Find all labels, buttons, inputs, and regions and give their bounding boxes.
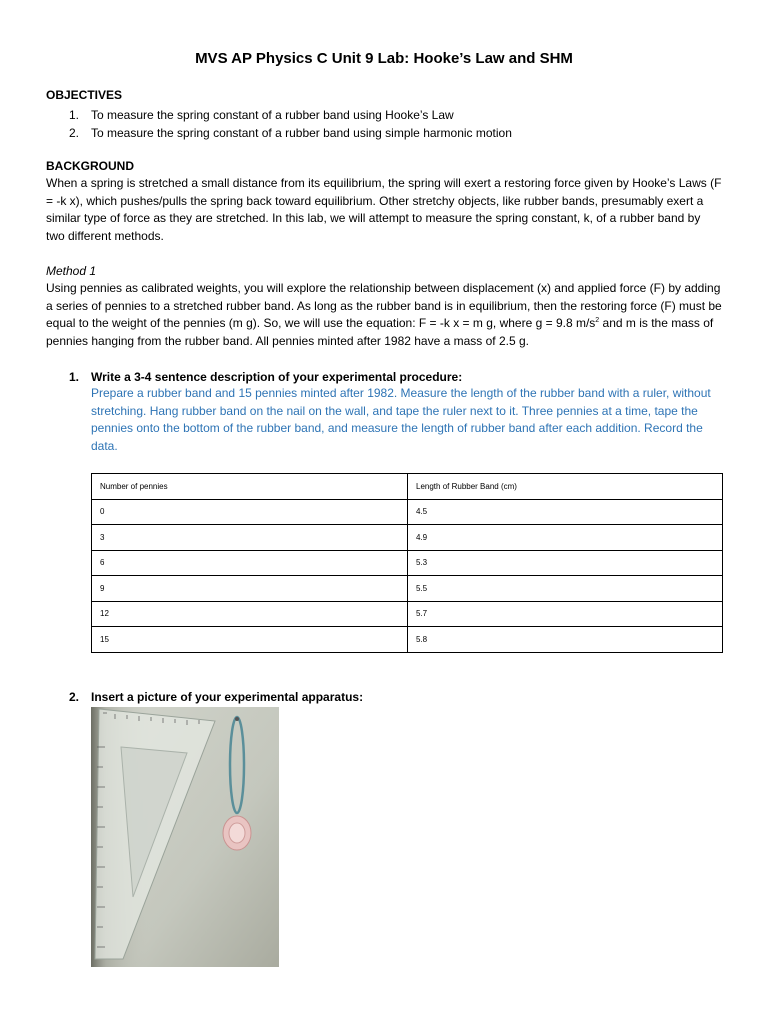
objective-text-1: To measure the spring constant of a rubber band using Hooke’s Law (91, 108, 454, 122)
objectives-heading: OBJECTIVES (46, 88, 123, 102)
table-header-row (92, 474, 723, 500)
table-row (92, 499, 723, 525)
objective-number-2: 2. (69, 126, 80, 140)
table-cell[interactable]: 5.5 (408, 576, 723, 602)
background-paragraph: When a spring is stretched a small distance from its equilibrium, the spring will exert a restoring force given by Hooke’s Laws (F = -k x), which pushes/pulls the spring back toward equilibrium. Other stretchy objects, like rubber bands, presumably exert a similar type of force as they are stretched. In this lab, we will attempt to measure the spring constant, k, of a rubber band by two different methods. (46, 176, 722, 243)
objective-text-2: To measure the spring constant of a rubber band using simple harmonic motion (91, 126, 512, 140)
method1-heading: Method 1 (46, 264, 97, 278)
table-row (92, 627, 723, 653)
table-cell[interactable]: 5.3 (408, 550, 723, 576)
table-cell[interactable]: 6 (92, 550, 408, 576)
apparatus-photo-illustration (91, 707, 279, 967)
table-cell[interactable]: 5.7 (408, 601, 723, 627)
table-cell[interactable]: 3 (92, 525, 408, 551)
question1-number: 1. (69, 370, 80, 384)
table-row (92, 525, 723, 551)
question1-answer[interactable]: Prepare a rubber band and 15 pennies minted after 1982. Measure the length of the rubber band with a ruler, without stretching. Hang rubber band on the nail on the wall, and tape the ruler next to it. Three pennies at a time, tape the pennies onto the bottom of the rubber band, and measure the length of rubber band after each addition. Record the data. (91, 386, 711, 453)
question1-prompt: Write a 3-4 sentence description of your experimental procedure: (91, 370, 463, 384)
table-row (92, 601, 723, 627)
table-row (92, 550, 723, 576)
question2-prompt: Insert a picture of your experimental apparatus: (91, 690, 364, 704)
method1-text-part2: and m is the mass of pennies hanging from the rubber band. All pennies minted after 1982 have a mass of 2.5 g. (46, 316, 714, 348)
method1-superscript: 2 (595, 317, 600, 324)
table-cell[interactable]: 15 (92, 627, 408, 653)
apparatus-photo (91, 707, 279, 967)
method1-text-part1: Using pennies as calibrated weights, you will explore the relationship between displacement (x) and applied force (F) by adding a series of pennies to a stretched rubber band. As long as the rubber band is in equilibrium, then the restoring force (F) must be equal to the weight of the pennies (m g). So, we will use the equation: F = -k x = m g, where g = 9.8 m/s (46, 281, 722, 330)
table-cell[interactable]: 5.8 (408, 627, 723, 653)
document-title: MVS AP Physics C Unit 9 Lab: Hooke’s Law and SHM (195, 50, 573, 67)
table-row (92, 576, 723, 602)
data-table (91, 473, 723, 653)
table-header-cell: Length of Rubber Band (cm) (408, 474, 723, 500)
table-cell[interactable]: 12 (92, 601, 408, 627)
background-heading: BACKGROUND (46, 159, 134, 173)
method1-paragraph (46, 280, 722, 350)
table-cell[interactable]: 4.5 (408, 499, 723, 525)
table-cell[interactable]: 4.9 (408, 525, 723, 551)
objective-number-1: 1. (69, 108, 80, 122)
table-cell[interactable]: 9 (92, 576, 408, 602)
table-cell[interactable]: 0 (92, 499, 408, 525)
table-header-cell: Number of pennies (92, 474, 408, 500)
question2-number: 2. (69, 690, 80, 704)
